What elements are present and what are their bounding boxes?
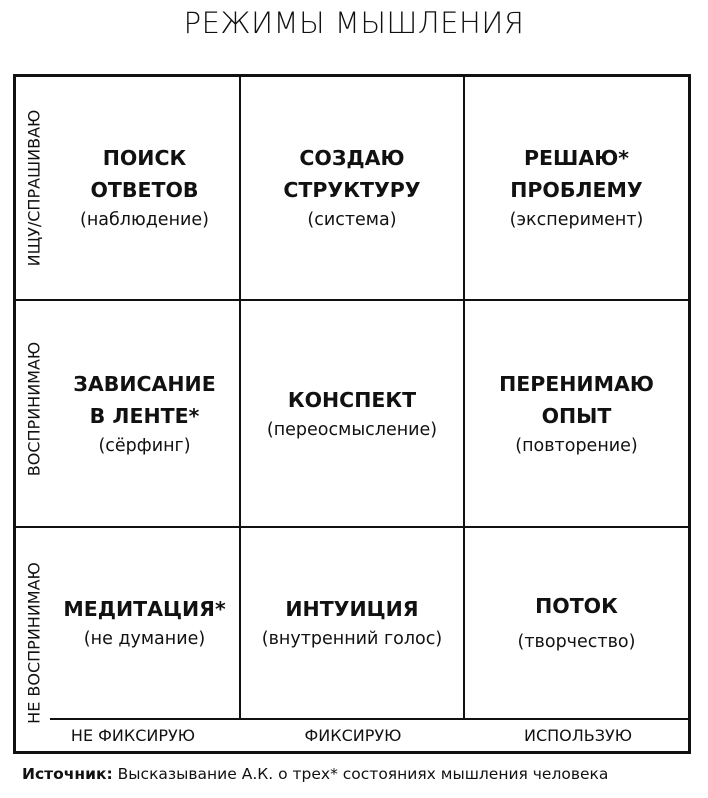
cell-meditation <box>50 528 239 718</box>
cell-title: ПЕРЕНИМАЮ ОПЫТ <box>499 371 654 428</box>
cell-title: КОНСПЕКТ <box>287 387 417 412</box>
cell-search-answers <box>50 77 239 299</box>
cell-title: ЗАВИСАНИЕ В ЛЕНТЕ* <box>73 371 216 428</box>
cell-adopt-experience <box>465 301 688 526</box>
cell-flow <box>465 528 688 718</box>
cell-subtitle: (наблюдение) <box>80 210 209 230</box>
row-label-not-perceiving: НЕ ВОСПРИНИМАЮ <box>24 562 44 724</box>
column-label-fixing: ФИКСИРУЮ <box>304 726 402 745</box>
cell-subtitle: (повторение) <box>515 435 638 456</box>
column-label-not-fixing: НЕ ФИКСИРУЮ <box>70 726 196 745</box>
source-label: Источник: <box>22 765 113 783</box>
cell-subtitle: (сёрфинг) <box>98 435 191 456</box>
source-caption <box>22 765 608 783</box>
cell-subtitle: (творчество) <box>517 632 636 652</box>
cell-intuition <box>241 528 463 718</box>
cell-feed-hanging <box>50 301 239 526</box>
diagram-title: РЕЖИМЫ МЫШЛЕНИЯ <box>183 6 525 40</box>
cell-summary <box>241 301 463 526</box>
source-text: Высказывание А.К. о трех* состояниях мышления человека <box>117 765 609 783</box>
grid-line-bottom <box>50 718 690 720</box>
cell-subtitle: (эксперимент) <box>509 210 644 230</box>
cell-title: ПОИСК ОТВЕТОВ <box>90 146 199 202</box>
row-label-searching: ИЩУ/СПРАШИВАЮ <box>24 109 44 267</box>
cell-subtitle: (внутренний голос) <box>261 629 443 649</box>
cell-title: ПОТОК <box>535 594 618 618</box>
cell-solve-problem <box>465 77 688 299</box>
row-label-perceiving: ВОСПРИНИМАЮ <box>24 341 44 477</box>
cell-subtitle: (система) <box>307 210 397 230</box>
cell-title: РЕШАЮ* ПРОБЛЕМУ <box>510 146 643 202</box>
cell-title: МЕДИТАЦИЯ* <box>63 597 226 621</box>
column-label-using: ИСПОЛЬЗУЮ <box>523 726 633 745</box>
cell-title: СОЗДАЮ СТРУКТУРУ <box>283 146 421 202</box>
cell-subtitle: (переосмысление) <box>266 419 438 440</box>
cell-create-structure <box>241 77 463 299</box>
cell-title: ИНТУИЦИЯ <box>285 597 419 621</box>
cell-subtitle: (не думание) <box>83 629 206 649</box>
